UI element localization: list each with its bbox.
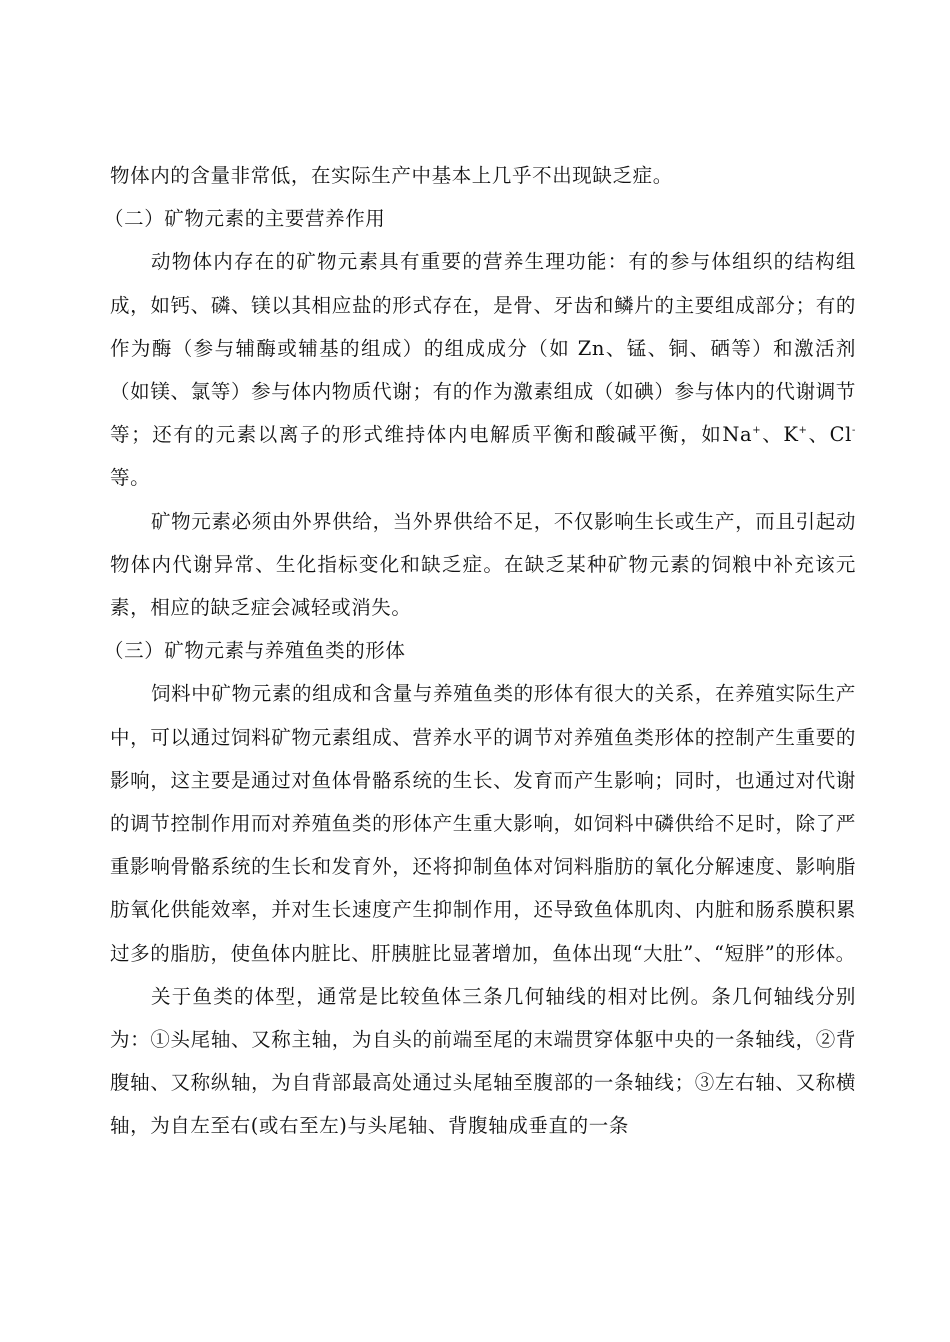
ion-separator: 、 bbox=[807, 423, 830, 447]
paragraph-nutrition-functions-end: 等。 bbox=[110, 466, 151, 490]
ion-sodium-charge: + bbox=[752, 425, 762, 437]
paragraph-nutrition-functions bbox=[110, 240, 856, 499]
ion-potassium-charge: + bbox=[798, 425, 808, 437]
ion-chloride-charge: - bbox=[852, 425, 856, 437]
ion-chloride: Cl bbox=[829, 423, 853, 447]
paragraph-external-supply: 矿物元素必须由外界供给，当外界供给不足，不仅影响生长或生产，而且引起动物体内代谢异常、生化指标变化和缺乏症。在缺乏某种矿物元素的饲粮中补充该元素，相应的缺乏症会减轻或消失。 bbox=[110, 509, 856, 620]
document-page bbox=[104, 154, 856, 1148]
ion-potassium: K bbox=[783, 423, 799, 447]
section-heading-2: （二）矿物元素的主要营养作用 bbox=[104, 207, 386, 231]
paragraph-continuation: 物体内的含量非常低，在实际生产中基本上几乎不出现缺乏症。 bbox=[110, 164, 673, 187]
paragraph-nutrition-functions-text: 动物体内存在的矿物元素具有重要的营养生理功能：有的参与体组织的结构组成，如钙、磷、镁以其相应盐的形式存在，是骨、牙齿和鳞片的主要组成部分；有的作为酶（参与辅酶或辅基的组成）的组成成分（如 Zn、锰、铜、硒等）和激活剂（如镁、氯等）参与体内物质代谢；有的作为激素组成（如碘）参与体内的代谢调节等；还有的元素以离子的形式维持体内电解质平衡和酸碱平衡，如 bbox=[110, 250, 856, 447]
ion-separator: 、 bbox=[761, 423, 784, 447]
paragraph-fish-body-shape: 饲料中矿物元素的组成和含量与养殖鱼类的形体有很大的关系，在养殖实际生产中，可以通过饲料矿物元素组成、营养水平的调节对养殖鱼类形体的控制产生重要的影响，这主要是通过对鱼体骨骼系统的生长、发育而产生影响；同时，也通过对代谢的调节控制作用而对养殖鱼类的形体产生重大影响，如饲料中磷供给不足时，除了严重影响骨骼系统的生长和发育外，还将抑制鱼体对饲料脂肪的氧化分解速度、影响脂肪氧化供能效率，并对生长速度产生抑制作用，还导致鱼体肌肉、内脏和肠系膜积累过多的脂肪，使鱼体内脏比、肝胰脏比显著增加，鱼体出现“大肚”、“短胖”的形体。 bbox=[110, 682, 856, 965]
ion-sodium: Na bbox=[722, 423, 753, 447]
section-heading-3: （三）矿物元素与养殖鱼类的形体 bbox=[104, 639, 406, 663]
paragraph-body-axes: 关于鱼类的体型，通常是比较鱼体三条几何轴线的相对比例。条几何轴线分别为：①头尾轴、又称主轴，为自头的前端至尾的末端贯穿体躯中央的一条轴线，②背腹轴、又称纵轴，为自背部最高处通过头尾轴至腹部的一条轴线；③左右轴、又称横轴，为自左至右(或右至左)与头尾轴、背腹轴成垂直的一条 bbox=[110, 984, 856, 1138]
